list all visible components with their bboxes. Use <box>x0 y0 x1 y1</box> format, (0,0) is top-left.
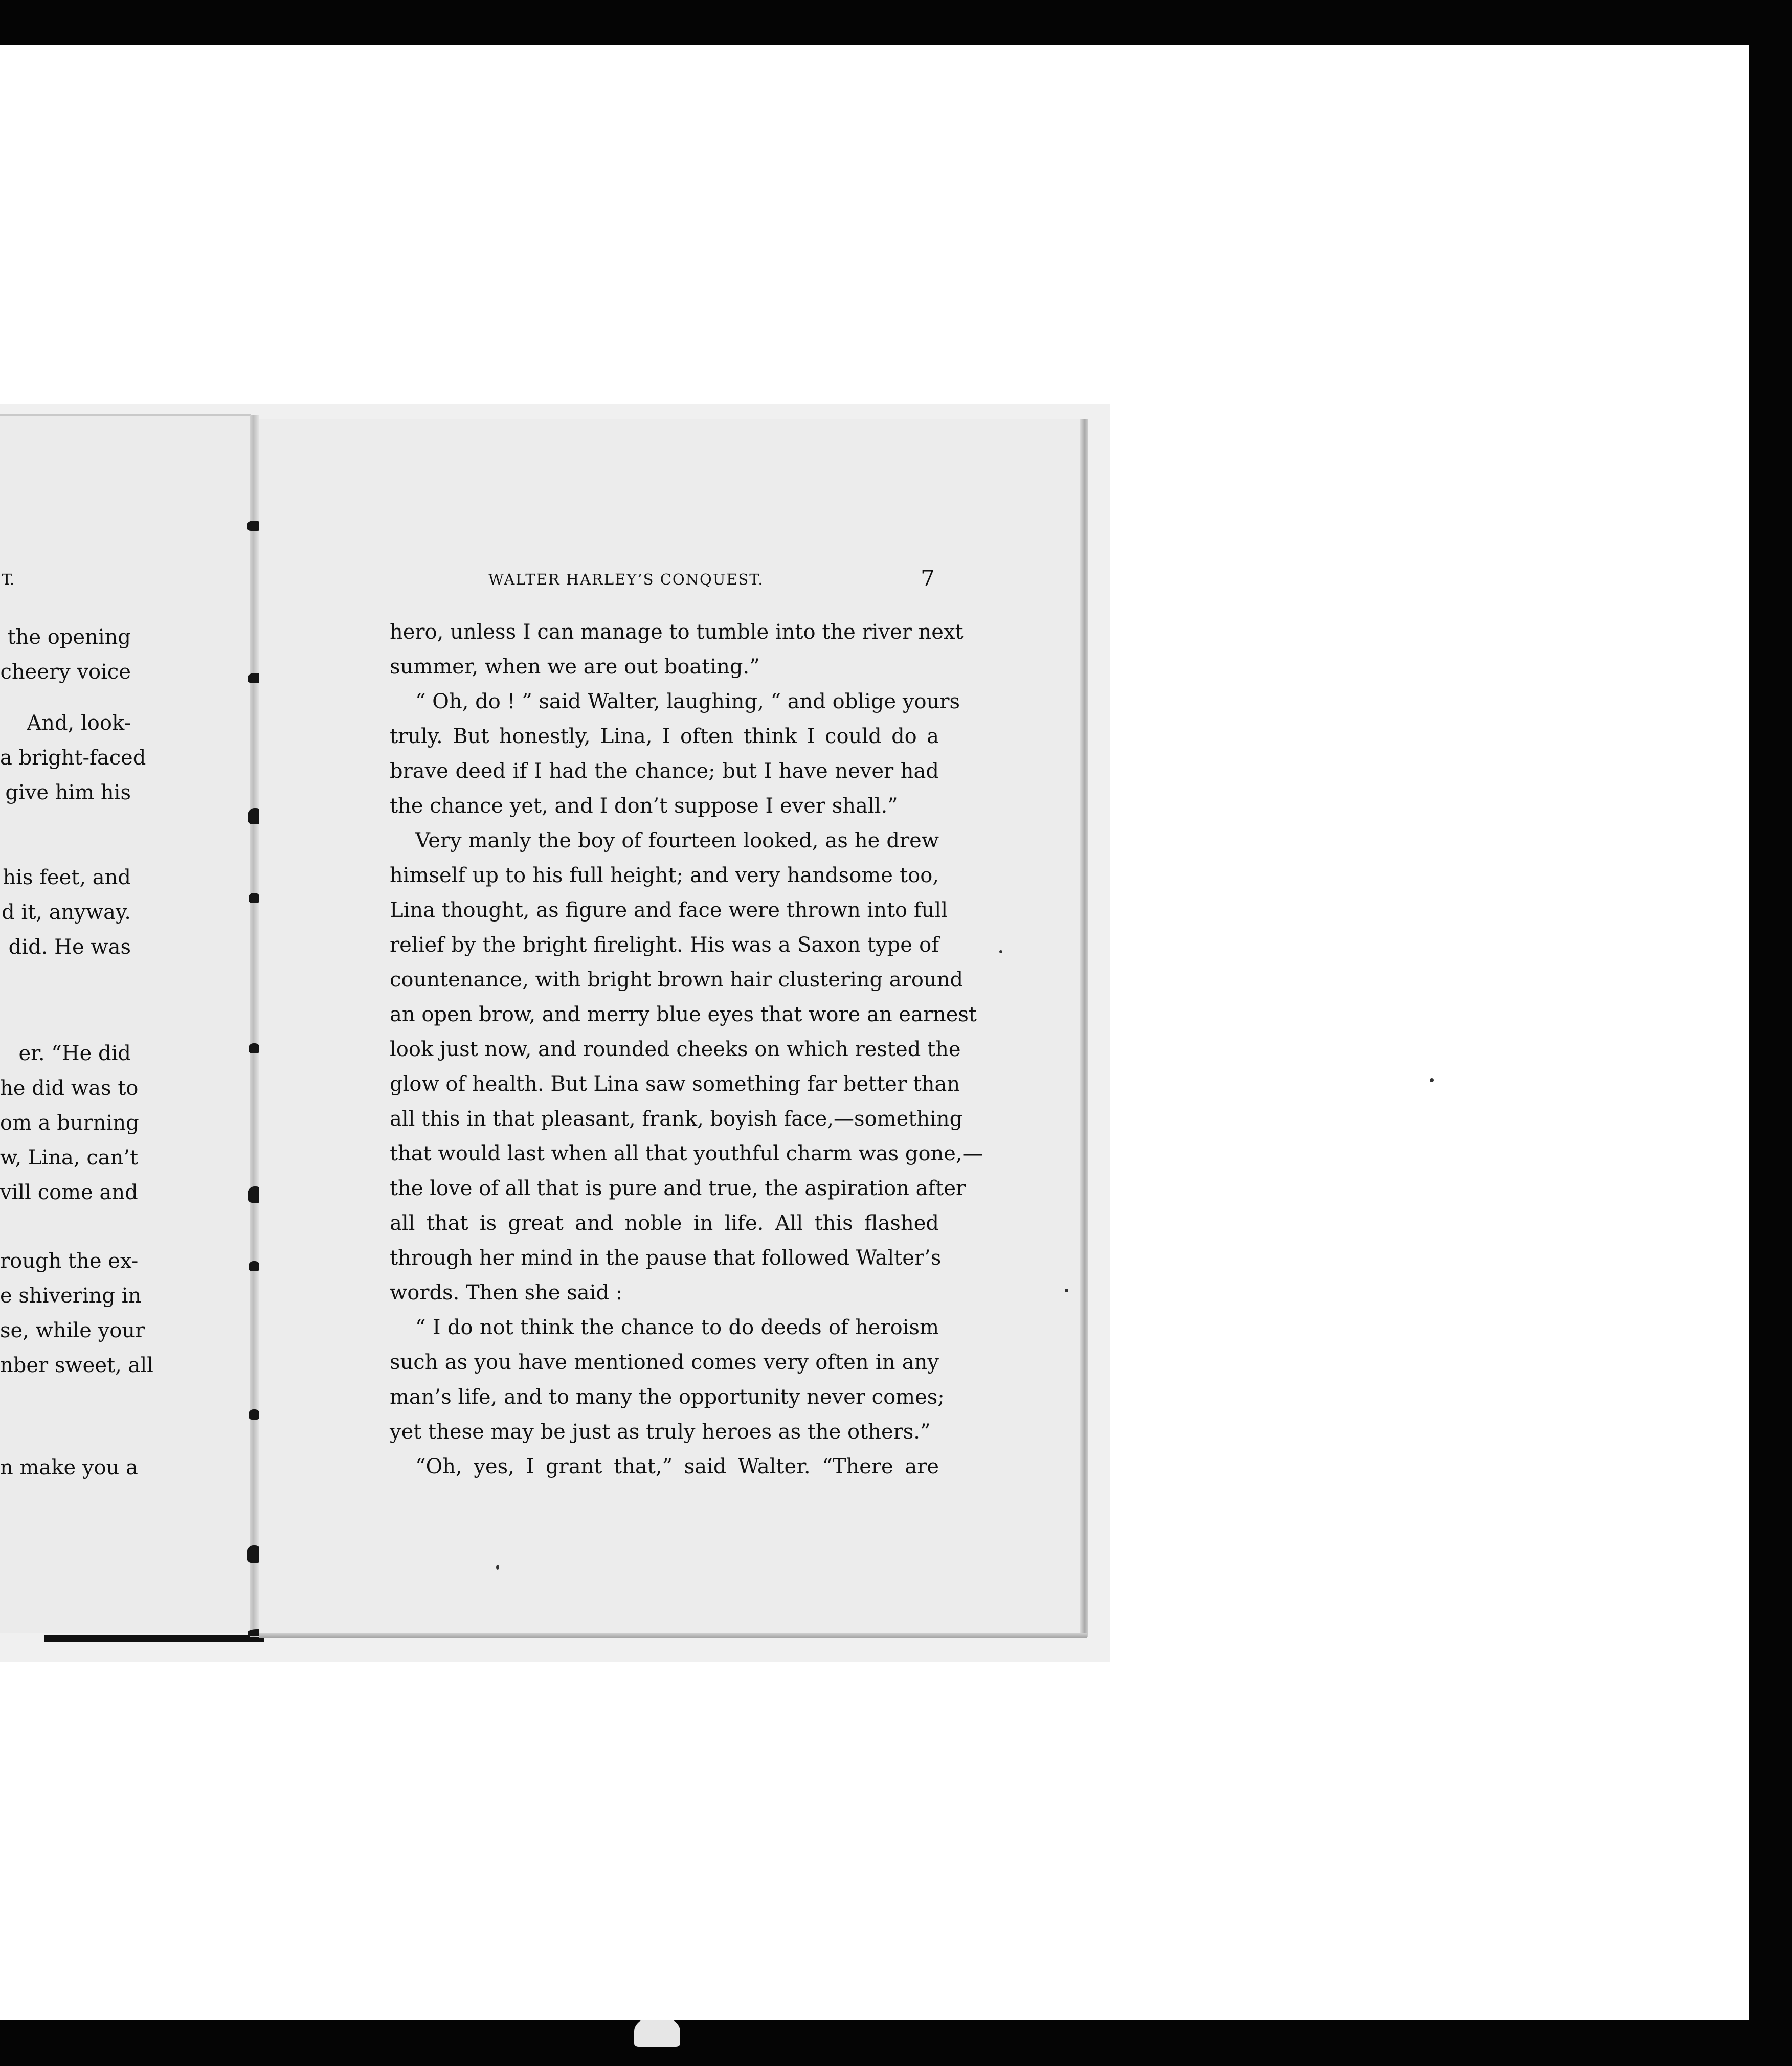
dust-speck <box>999 950 1002 953</box>
text-line: that would last when all that youthful charm was gone,— <box>390 1142 983 1165</box>
left-text-block-6 <box>0 1450 138 1485</box>
page-bottom-edge <box>259 1633 1087 1638</box>
left-text-block-1 <box>0 620 131 689</box>
left-text-block-2 <box>0 706 146 810</box>
text-line: himself up to his full height; and very handsome too, <box>390 864 939 887</box>
page-body-text <box>390 615 983 1484</box>
left-text-line: nber sweet, all <box>0 1354 153 1377</box>
binding-stitch <box>249 1043 260 1053</box>
text-line: look just now, and rounded cheeks on which rested the <box>390 1038 961 1061</box>
text-line: truly. But honestly, Lina, I often think I could do a <box>390 725 939 748</box>
book-gutter <box>250 415 259 1637</box>
page-number: 7 <box>921 566 935 592</box>
binding-stitch <box>249 1261 260 1271</box>
running-head: WALTER HARLEY’S CONQUEST. <box>488 571 764 588</box>
text-line: all this in that pleasant, frank, boyish face,—something <box>390 1107 963 1131</box>
left-text-line: rough the ex- <box>0 1249 139 1273</box>
binding-stitch <box>249 1409 260 1420</box>
text-line: the love of all that is pure and true, the aspiration after <box>390 1177 966 1200</box>
left-text-line: om a burning <box>0 1111 139 1135</box>
left-text-line: w, Lina, can’t <box>0 1146 139 1170</box>
text-line: the chance yet, and I don’t suppose I ever shall.” <box>390 794 898 818</box>
left-text-line: n make you a <box>0 1456 138 1479</box>
text-line: summer, when we are out boating.” <box>390 655 760 679</box>
left-text-line: a bright-faced <box>0 746 146 770</box>
text-line: “Oh, yes, I grant that,” said Walter. “There are <box>415 1455 939 1478</box>
text-line: an open brow, and merry blue eyes that wore an earnest <box>390 1003 977 1026</box>
dust-speck <box>496 1565 499 1570</box>
page-fore-edge <box>1080 419 1088 1637</box>
left-text-line: e shivering in <box>0 1284 142 1308</box>
left-text-line: vill come and <box>0 1181 138 1204</box>
film-frame-top <box>0 0 1792 45</box>
film-frame-bottom <box>0 2020 1792 2066</box>
dust-speck <box>1430 1078 1434 1082</box>
film-edge-mark <box>634 2016 680 2047</box>
text-line: brave deed if I had the chance; but I have never had <box>390 759 939 783</box>
film-frame-right <box>1749 31 1792 2035</box>
left-text-line: cheery voice <box>0 660 131 684</box>
text-line: hero, unless I can manage to tumble into the river next <box>390 620 964 644</box>
text-line: such as you have mentioned comes very often in any <box>390 1351 939 1374</box>
left-text-line: er. “He did <box>18 1042 131 1065</box>
left-text-line: the opening <box>7 625 131 649</box>
text-line: “ Oh, do ! ” said Walter, laughing, “ and oblige yours <box>415 690 960 713</box>
text-line: glow of health. But Lina saw something far better than <box>390 1072 960 1096</box>
text-line: relief by the bright firelight. His was a Saxon type of <box>390 933 939 957</box>
text-line: Lina thought, as figure and face were thrown into full <box>390 899 948 922</box>
left-text-line: did. He was <box>8 935 131 959</box>
left-text-block-4 <box>0 1036 139 1210</box>
text-line: yet these may be just as truly heroes as the others.” <box>390 1420 931 1444</box>
binding-stitch <box>249 893 260 903</box>
left-page-bottom-edge <box>44 1635 264 1642</box>
text-line: countenance, with bright brown hair clustering around <box>390 968 964 992</box>
left-running-head-fragment: T. <box>2 571 14 588</box>
left-text-line: d it, anyway. <box>2 901 131 924</box>
text-line: words. Then she said : <box>390 1281 623 1305</box>
left-text-line: give him his <box>5 781 131 804</box>
dust-speck <box>1065 1289 1068 1292</box>
text-line: Very manly the boy of fourteen looked, as he drew <box>415 829 939 852</box>
left-text-block-3 <box>0 860 131 964</box>
left-text-block-5 <box>0 1244 153 1383</box>
text-line: man’s life, and to many the opportunity never comes; <box>390 1385 945 1409</box>
left-text-line: he did was to <box>0 1076 139 1100</box>
text-line: all that is great and noble in life. All this flashed <box>390 1211 939 1235</box>
text-line: “ I do not think the chance to do deeds of heroism <box>415 1316 939 1339</box>
text-line: through her mind in the pause that followed Walter’s <box>390 1246 942 1270</box>
left-text-line: his feet, and <box>3 866 131 889</box>
left-text-line: se, while your <box>0 1319 145 1342</box>
left-text-line: And, look- <box>27 711 131 735</box>
